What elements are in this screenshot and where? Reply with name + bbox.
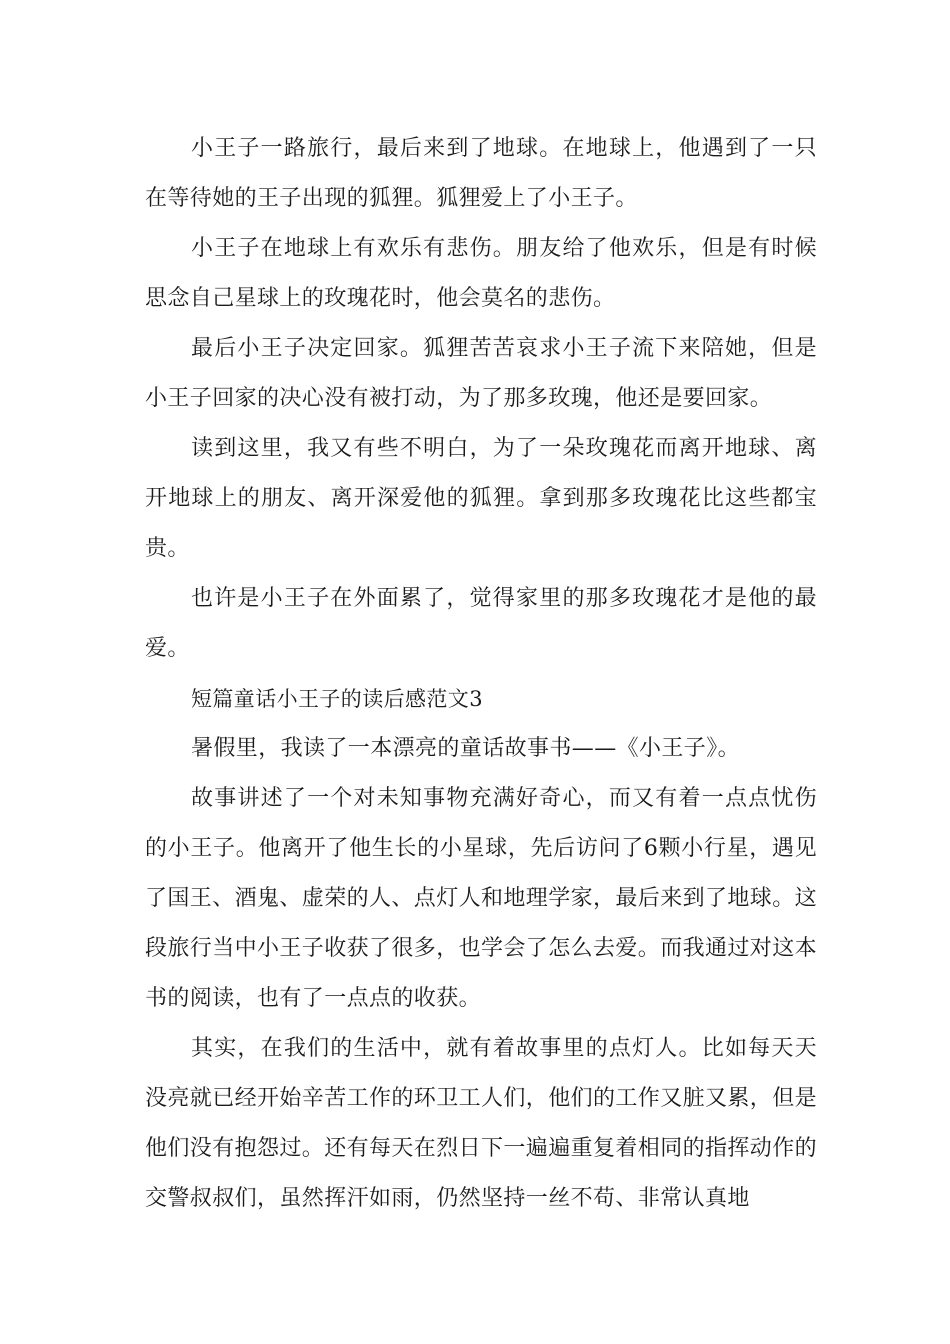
document-body <box>145 124 817 1224</box>
paragraph-lamplighter: 其实，在我们的生活中，就有着故事里的点灯人。比如每天天没亮就已经开始辛苦工作的环卫工人们，他们的工作又脏又累，但是他们没有抱怨过。还有每天在烈日下一遍遍重复着相同的指挥动作的交警叔叔们，虽然挥汗如雨，仍然坚持一丝不苟、非常认真地 <box>145 1036 818 1211</box>
paragraph-reader-confusion: 读到这里，我又有些不明白，为了一朵玫瑰花而离开地球、离开地球上的朋友、离开深爱他的狐狸。拿到那多玫瑰花比这些都宝贵。 <box>145 436 817 561</box>
paragraph-travel-earth: 小王子一路旅行，最后来到了地球。在地球上，他遇到了一只在等待她的王子出现的狐狸。狐狸爱上了小王子。 <box>145 136 817 211</box>
paragraph-summer-reading: 暑假里，我读了一本漂亮的童话故事书——《小王子》。 <box>191 736 741 761</box>
paragraph-perhaps-tired: 也许是小王子在外面累了，觉得家里的那多玫瑰花才是他的最爱。 <box>145 586 817 661</box>
paragraph-joy-sorrow: 小王子在地球上有欢乐有悲伤。朋友给了他欢乐，但是有时候思念自己星球上的玫瑰花时，他会莫名的悲伤。 <box>145 236 817 311</box>
section-heading: 短篇童话小王子的读后感范文3 <box>191 687 483 711</box>
paragraph-story-summary: 故事讲述了一个对未知事物充满好奇心，而又有着一点点忧伤的小王子。他离开了他生长的小星球，先后访问了6颗小行星，遇见了国王、酒鬼、虚荣的人、点灯人和地理学家，最后来到了地球。这段旅行当中小王子收获了很多，也学会了怎么去爱。而我通过对这本书的阅读，也有了一点点的收获。 <box>145 786 818 1011</box>
paragraph-decide-return: 最后小王子决定回家。狐狸苦苦哀求小王子流下来陪她，但是小王子回家的决心没有被打动，为了那多玫瑰，他还是要回家。 <box>145 336 817 411</box>
